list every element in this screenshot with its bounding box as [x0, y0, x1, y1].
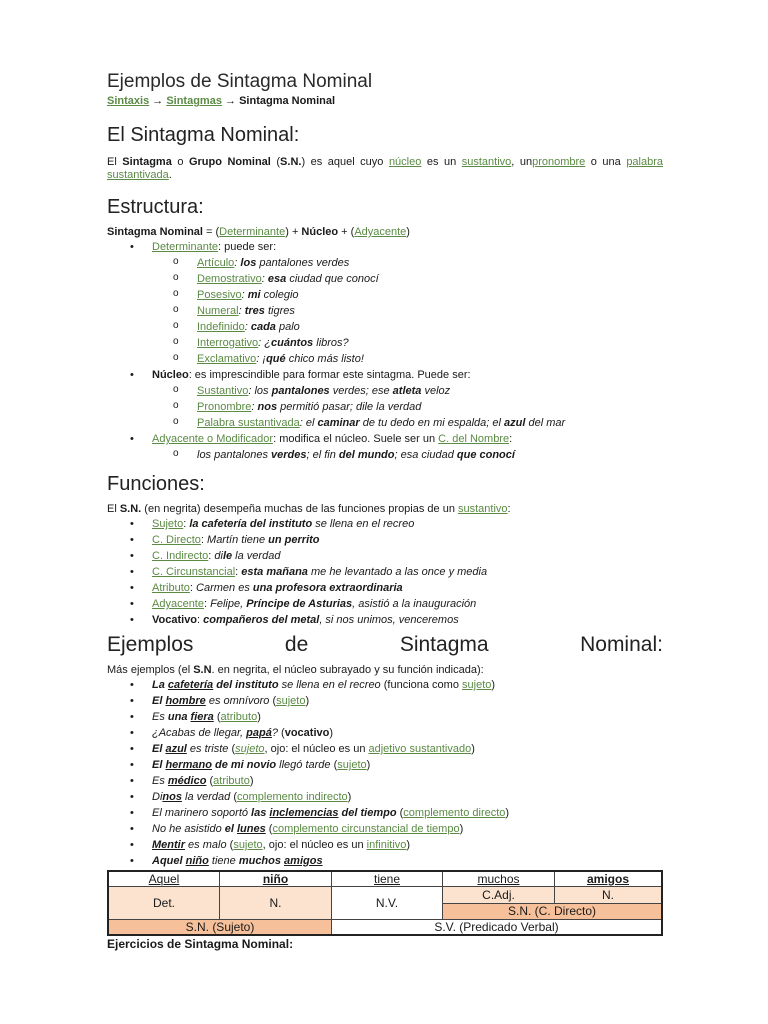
link-c-indirecto[interactable]: C. Indirecto — [152, 550, 209, 562]
list-item: o Demostrativo: esa ciudad que conocí — [107, 271, 663, 287]
list-item: • C. Circunstancial: esta mañana me he levantado a las once y media — [107, 564, 663, 580]
list-item: • Mentir es malo (sujeto, ojo: el núcleo es un infinitivo) — [107, 837, 663, 853]
ejemplos-intro: Más ejemplos (el S.N. en negrita, el núcleo subrayado y su función indicada): — [107, 664, 484, 676]
list-item: o Artículo: los pantalones verdes — [107, 255, 663, 271]
table-cell-sn-cd: S.N. (C. Directo) — [443, 903, 663, 920]
list-item: • Dinos la verdad (complemento indirecto) — [107, 789, 663, 805]
table-cell-word: amigos — [555, 871, 663, 887]
table-row — [108, 887, 662, 904]
list-item: • Adyacente: Felipe, Príncipe de Asturias, asistió a la inauguración — [107, 596, 663, 612]
breadcrumb: Sintaxis → Sintagmas → Sintagma Nominal — [107, 95, 336, 107]
list-item-adyacente: • Adyacente o Modificador: modifica el núcleo. Suele ser un C. del Nombre: o los pantalones verdes; el fin del mundo; esa ciudad que conocí — [107, 431, 663, 463]
list-item: • El azul es triste (sujeto, ojo: el núcleo es un adjetivo sustantivado) — [107, 741, 663, 757]
link-posesivo[interactable]: Posesivo — [197, 289, 242, 301]
link-nucleo[interactable]: núcleo — [388, 156, 422, 168]
link-c-del-nombre[interactable]: C. del Nombre — [438, 433, 510, 445]
link-determinante-item[interactable]: Determinante — [152, 241, 219, 253]
table-cell-word: muchos — [443, 871, 555, 887]
link-sustantivo[interactable]: Sustantivo — [197, 385, 249, 397]
ejemplos-list — [107, 677, 663, 869]
list-item: • El hombre es omnívoro (sujeto) — [107, 693, 663, 709]
table-cell-n: N. — [555, 887, 663, 904]
list-item: o Exclamativo: ¡qué chico más listo! — [107, 351, 663, 367]
determinante-sublist — [107, 255, 663, 367]
list-item: • Aquel niño tiene muchos amigos — [107, 853, 663, 869]
link-palabra-sustantivada[interactable]: palabra sustantivada — [107, 156, 664, 181]
ejercicios-heading: Ejercicios de Sintagma Nominal: — [107, 937, 294, 951]
link-atributo[interactable]: atributo — [220, 711, 258, 723]
list-item: • C. Directo: Martín tiene un perrito — [107, 532, 663, 548]
list-item-nucleo: • Núcleo: es imprescindible para formar este sintagma. Puede ser: o Sustantivo: los pantalones verdes; ese atleta veloz o Pronombre: nos permitió pasar; dile la verdad o Palabra sustantivada: el caminar de tu dedo en mi espalda; el azul del mar — [107, 367, 663, 431]
table-cell-nv: N.V. — [332, 887, 443, 920]
link-sujeto[interactable]: sujeto — [337, 759, 367, 771]
link-determinante[interactable]: Determinante — [219, 226, 286, 238]
link-sujeto[interactable]: sujeto — [233, 839, 263, 851]
list-item: o Pronombre: nos permitió pasar; dile la verdad — [107, 399, 663, 415]
link-sujeto[interactable]: sujeto — [462, 679, 492, 691]
list-item: • La cafetería del instituto se llena en el recreo (funciona como sujeto) — [107, 677, 663, 693]
heading-ejemplos: Ejemplos de Sintagma Nominal: — [107, 633, 663, 656]
list-item: o Indefinido: cada palo — [107, 319, 663, 335]
list-item: o los pantalones verdes; el fin del mundo; esa ciudad que conocí — [107, 447, 663, 463]
list-item: • ¿Acabas de llegar, papá? (vocativo) — [107, 725, 663, 741]
heading-funciones: Funciones: — [107, 473, 205, 495]
adyacente-sublist — [107, 447, 663, 463]
link-palabra-sustantivada[interactable]: Palabra sustantivada — [197, 417, 300, 429]
document — [107, 70, 663, 952]
link-atributo[interactable]: Atributo — [152, 582, 190, 594]
link-adjetivo-sustantivado[interactable]: adjetivo sustantivado — [368, 743, 472, 755]
table-cell-word: tiene — [332, 871, 443, 887]
list-item-determinante: • Determinante: puede ser: o Artículo: los pantalones verdes o Demostrativo: esa ciudad que conocí o Posesivo: mi colegio o Numeral: tres tigres o Indefinido: cada palo o Interrogativo: ¿cuántos libros? o Exclamativo: ¡qué chico más listo! — [107, 239, 663, 367]
list-item: • C. Indirecto: dile la verdad — [107, 548, 663, 564]
link-exclamativo[interactable]: Exclamativo — [197, 353, 257, 365]
table-cell-sn-sujeto: S.N. (Sujeto) — [108, 920, 332, 936]
funciones-list — [107, 516, 663, 628]
list-item: • Es médico (atributo) — [107, 773, 663, 789]
list-item: • El marinero soportó las inclemencias del tiempo (complemento directo) — [107, 805, 663, 821]
link-complemento-circunstancial[interactable]: complemento circunstancial de tiempo — [272, 823, 460, 835]
list-item: o Numeral: tres tigres — [107, 303, 663, 319]
breadcrumb-link-sintaxis[interactable]: Sintaxis — [107, 95, 150, 107]
list-item: o Interrogativo: ¿cuántos libros? — [107, 335, 663, 351]
link-adyacente-modificador[interactable]: Adyacente o Modificador — [152, 433, 274, 445]
link-sujeto[interactable]: sujeto — [276, 695, 306, 707]
link-complemento-indirecto[interactable]: complemento indirecto — [237, 791, 348, 803]
link-sustantivo[interactable]: sustantivo — [461, 156, 512, 168]
link-adyacente[interactable]: Adyacente — [152, 598, 204, 610]
list-item: • No he asistido el lunes (complemento circunstancial de tiempo) — [107, 821, 663, 837]
link-adyacente[interactable]: Adyacente — [354, 226, 407, 238]
link-c-circunstancial[interactable]: C. Circunstancial — [152, 566, 236, 578]
definition-paragraph: El Sintagma o Grupo Nominal (S.N.) es aquel cuyo núcleo es un sustantivo, unpronombre o una palabra sustantivada. — [107, 156, 664, 181]
list-item: o Posesivo: mi colegio — [107, 287, 663, 303]
analysis-table — [107, 870, 663, 936]
link-indefinido[interactable]: Indefinido — [197, 321, 245, 333]
link-sustantivo-funciones[interactable]: sustantivo — [458, 503, 508, 515]
link-numeral[interactable]: Numeral — [197, 305, 239, 317]
nucleo-sublist — [107, 383, 663, 431]
list-item: o Sustantivo: los pantalones verdes; ese atleta veloz — [107, 383, 663, 399]
list-item-vocativo: • Vocativo: compañeros del metal, si nos unimos, venceremos — [107, 612, 663, 628]
structure-list — [107, 239, 663, 463]
link-sujeto[interactable]: sujeto — [235, 743, 265, 755]
link-sujeto[interactable]: Sujeto — [152, 518, 184, 530]
page-title: Ejemplos de Sintagma Nominal — [107, 71, 373, 92]
link-complemento-directo[interactable]: complemento directo — [403, 807, 506, 819]
list-item: • Atributo: Carmen es una profesora extraordinaria — [107, 580, 663, 596]
structure-formula: Sintagma Nominal = (Determinante) + Núcleo + (Adyacente) — [107, 226, 410, 238]
list-item: o Palabra sustantivada: el caminar de tu dedo en mi espalda; el azul del mar — [107, 415, 663, 431]
table-cell-word: niño — [220, 871, 332, 887]
link-c-directo[interactable]: C. Directo — [152, 534, 201, 546]
link-pronombre[interactable]: pronombre — [532, 156, 586, 168]
link-interrogativo[interactable]: Interrogativo — [197, 337, 259, 349]
table-row — [108, 871, 662, 887]
table-cell-sv: S.V. (Predicado Verbal) — [332, 920, 663, 936]
link-demostrativo[interactable]: Demostrativo — [197, 273, 262, 285]
list-item: • El hermano de mi novio llegó tarde (sujeto) — [107, 757, 663, 773]
table-cell-nucleo: N. — [220, 887, 332, 920]
heading-estructura: Estructura: — [107, 196, 204, 218]
link-pronombre[interactable]: Pronombre — [197, 401, 252, 413]
table-cell-det: Det. — [108, 887, 220, 920]
table-cell-word: Aquel — [108, 871, 220, 887]
link-artículo[interactable]: Artículo — [197, 257, 235, 269]
list-item: • Es una fiera (atributo) — [107, 709, 663, 725]
funciones-intro: El S.N. (en negrita) desempeña muchas de las funciones propias de un sustantivo: — [107, 503, 511, 515]
link-atributo[interactable]: atributo — [213, 775, 250, 787]
breadcrumb-link-sintagmas[interactable]: Sintagmas — [166, 95, 222, 107]
breadcrumb-current: Sintagma Nominal — [239, 95, 336, 107]
list-item: • Sujeto: la cafetería del instituto se llena en el recreo — [107, 516, 663, 532]
link-infinitivo[interactable]: infinitivo — [366, 839, 407, 851]
table-cell-cadj: C.Adj. — [443, 887, 555, 904]
table-row — [108, 920, 662, 936]
heading-el-sintagma-nominal: El Sintagma Nominal: — [107, 124, 300, 146]
